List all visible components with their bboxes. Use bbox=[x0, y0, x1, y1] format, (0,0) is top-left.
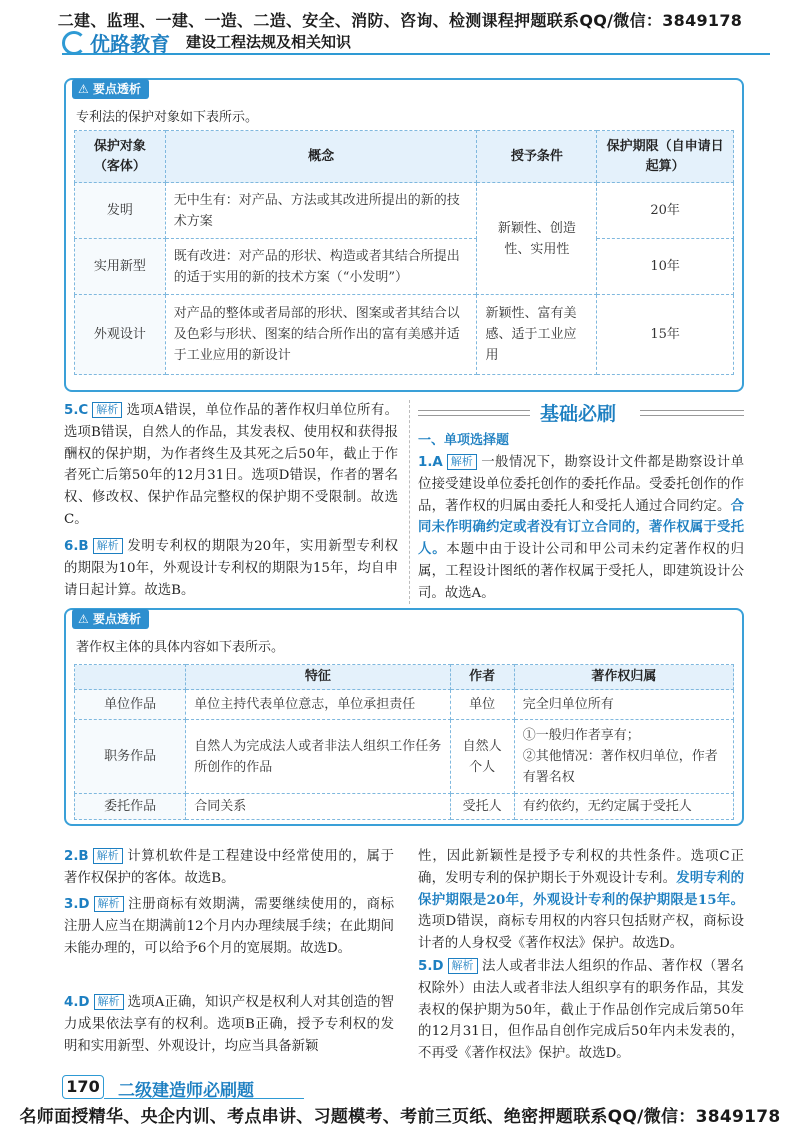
table-header: 特征 bbox=[186, 665, 450, 690]
table-cell: 单位主持代表单位意志，单位承担责任 bbox=[186, 690, 450, 720]
table-header: 著作权归属 bbox=[514, 665, 733, 690]
analysis-tag: 解析 bbox=[93, 538, 123, 554]
table-cell: 新颖性、富有美感、适于工业应用 bbox=[477, 295, 597, 375]
table-cell: 合同关系 bbox=[186, 794, 450, 820]
table-header: 保护期限（自申请日起算） bbox=[597, 131, 734, 183]
table-header: 保护对象（客体） bbox=[75, 131, 166, 183]
table-cell: 10年 bbox=[597, 239, 734, 295]
bottom-ad-banner: 名师面授精华、央企内训、考点串讲、习题模考、考前三页纸、绝密押题联系QQ/微信：3849178 bbox=[19, 1107, 781, 1127]
table-cell: ①一般归作者享有； ②其他情况：著作权归单位，作者有署名权 bbox=[514, 720, 733, 794]
analysis-tag: 解析 bbox=[93, 848, 123, 864]
table-header: 授予条件 bbox=[477, 131, 597, 183]
key-point-tab: ⚠ 要点透析 bbox=[72, 79, 149, 99]
analysis-tag: 解析 bbox=[94, 994, 124, 1010]
book-title: 建设工程法规及相关知识 bbox=[186, 33, 352, 51]
key-point-box-patent bbox=[64, 78, 744, 392]
table-header bbox=[75, 665, 186, 690]
table-row bbox=[75, 690, 734, 720]
patent-table bbox=[74, 130, 734, 375]
table-header: 作者 bbox=[450, 665, 514, 690]
table-cell: 既有改进：对产品的形状、构造或者其结合所提出的适于实用的新的技术方案（“小发明”） bbox=[165, 239, 477, 295]
footer-title: 二级建造师必刷题 bbox=[118, 1081, 254, 1101]
answer-4d: 4.D 解析 选项A正确，知识产权是权利人对其创造的智力成果依法享有的权利。选项B正确，授予专利权的发明和实用新型、外观设计，均应当具备新颖 bbox=[64, 995, 394, 1054]
section-decoration-right bbox=[640, 410, 744, 416]
analysis-tag: 解析 bbox=[92, 402, 122, 418]
table-cell: 外观设计 bbox=[75, 295, 166, 375]
table-row bbox=[75, 794, 734, 820]
key-point-tab: ⚠ 要点透析 bbox=[72, 609, 149, 629]
answer-1a: 1.A 解析 一般情况下，勘察设计文件都是勘察设计单位接受建设单位委托创作的委托作品。受委托创作的作品，著作权的归属由委托人和受托人通过合同约定。合同未作明确约定或者没有订立合同的，著作权属于受托人。本题中由于设计公司和甲公司未约定著作权的归属，工程设计图纸的著作权属于受托人，即建筑设计公司。故选A。 bbox=[418, 455, 745, 601]
answer-2b: 2.B 解析 计算机软件是工程建设中经常使用的，属于著作权保护的客体。故选B。 bbox=[64, 849, 394, 886]
table-cell: 自然人为完成法人或者非法人组织工作任务所创作的作品 bbox=[186, 720, 450, 794]
page-number: 170 bbox=[62, 1075, 104, 1099]
table-cell: 有约依约，无约定属于受托人 bbox=[514, 794, 733, 820]
copyright-table bbox=[74, 664, 734, 820]
table-row bbox=[75, 720, 734, 794]
table-cell: 完全归单位所有 bbox=[514, 690, 733, 720]
analysis-tag: 解析 bbox=[448, 958, 478, 974]
table-header-row bbox=[75, 131, 734, 183]
table-cell: 委托作品 bbox=[75, 794, 186, 820]
column-divider bbox=[409, 400, 410, 604]
header-divider bbox=[62, 53, 770, 55]
table-cell: 新颖性、创造性、实用性 bbox=[477, 183, 597, 295]
table-header: 概念 bbox=[165, 131, 477, 183]
section-decoration-left bbox=[418, 410, 530, 416]
table-cell: 无中生有：对产品、方法或其改进所提出的新的技术方案 bbox=[165, 183, 477, 239]
answer-6b: 6.B 解析 发明专利权的期限为20年，实用新型专利权的期限为10年，外观设计专利权的期限为15年，均自申请日起计算。故选B。 bbox=[64, 539, 398, 598]
table-cell: 20年 bbox=[597, 183, 734, 239]
logo-icon bbox=[62, 31, 86, 55]
table-cell: 单位作品 bbox=[75, 690, 186, 720]
table-row bbox=[75, 239, 734, 295]
answer-3d: 3.D 解析 注册商标有效期满，需要继续使用的，商标注册人应当在期满前12个月内办理续展手续；在此期间未能办理的，可以给予6个月的宽展期。故选D。 bbox=[64, 897, 394, 956]
key-point-box-copyright bbox=[64, 608, 744, 826]
section-title: 基础必刷 bbox=[540, 403, 617, 425]
analysis-tag: 解析 bbox=[447, 454, 477, 470]
analysis-tag: 解析 bbox=[94, 896, 124, 912]
table-cell: 自然人个人 bbox=[450, 720, 514, 794]
box-intro: 专利法的保护对象如下表所示。 bbox=[76, 110, 259, 125]
table-cell: 实用新型 bbox=[75, 239, 166, 295]
logo-text: 优路教育 bbox=[90, 32, 170, 56]
table-cell: 对产品的整体或者局部的形状、图案或者其结合以及色彩与形状、图案的结合所作出的富有美感并适于工业应用的新设计 bbox=[165, 295, 477, 375]
top-ad-banner: 二建、监理、一建、一造、二造、安全、消防、咨询、检测课程押题联系QQ/微信：3849178 bbox=[57, 11, 743, 30]
table-cell: 发明 bbox=[75, 183, 166, 239]
table-cell: 受托人 bbox=[450, 794, 514, 820]
answer-4d-continued: 性，因此新颖性是授予专利权的共性条件。选项C正确，发明专利的保护期长于外观设计专利。发明专利的保护期限是20年，外观设计专利的保护期限是15年。选项D错误，商标专用权的内容只包括财产权，商标设计者的人身权受《著作权法》保护。故选D。 bbox=[418, 849, 745, 952]
table-row bbox=[75, 295, 734, 375]
table-cell: 职务作品 bbox=[75, 720, 186, 794]
sub-section-title: 一、单项选择题 bbox=[418, 433, 510, 448]
table-row bbox=[75, 183, 734, 239]
table-header-row bbox=[75, 665, 734, 690]
table-cell: 15年 bbox=[597, 295, 734, 375]
footer-divider bbox=[104, 1098, 304, 1099]
answer-5c: 5.C 解析 选项A错误，单位作品的著作权归单位所有。选项B错误，自然人的作品，其发表权、使用权和获得报酬权的保护期，为作者终生及其死之后50年，截止于作者死亡后第50年的12月31日。选项D错误，作者的署名权、修改权、保护作品完整权的保护期不受限制。故选C。 bbox=[64, 403, 398, 527]
table-cell: 单位 bbox=[450, 690, 514, 720]
answer-5d: 5.D 解析 法人或者非法人组织的作品、著作权（署名权除外）由法人或者非法人组织享有的职务作品，其发表权的保护期为50年，截止于作品创作完成后第50年的12月31日，但作品自创作完成后50年内未发表的，不再受《著作权法》保护。故选D。 bbox=[418, 959, 744, 1062]
box-intro: 著作权主体的具体内容如下表所示。 bbox=[76, 640, 285, 655]
